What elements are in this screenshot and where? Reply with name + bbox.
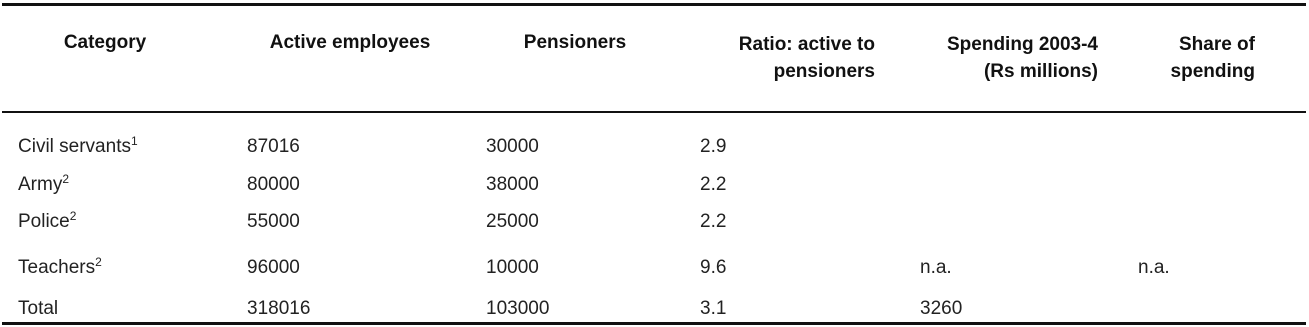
header-spending: Spending 2003-4 (Rs millions) [947,34,1098,82]
cell-pensioners: 10000 [486,257,539,278]
table-top-rule [2,3,1306,6]
cell-active: 96000 [247,257,300,278]
header-share: Share of spending [1170,34,1255,82]
cell-active: 55000 [247,211,300,232]
cell-spending: n.a. [920,257,952,278]
cell-pensioners: 25000 [486,211,539,232]
cell-pensioners: 30000 [486,136,539,157]
category-label: Teachers [18,257,96,278]
cell-active: 318016 [247,298,311,319]
category-label: Army [18,174,63,195]
header-active-employees: Active employees [269,32,431,53]
cell-active: 87016 [247,136,300,157]
cell-category [18,297,58,320]
footnote-marker: 2 [95,255,102,269]
category-label: Civil servants [18,136,131,157]
header-category: Category [63,32,147,53]
table-bottom-rule [2,322,1306,325]
cell-category [18,135,138,158]
header-rule [2,111,1306,113]
header-pensioners: Pensioners [523,32,627,53]
cell-ratio: 2.9 [700,136,727,157]
category-label: Police [18,211,70,232]
footnote-marker: 1 [130,134,138,148]
cell-ratio: 9.6 [700,257,727,278]
cell-spending: 3260 [920,298,963,319]
cell-category [18,210,76,233]
cell-category [18,173,69,196]
category-label: Total [18,298,59,319]
cell-active: 80000 [247,174,300,195]
cell-share: n.a. [1138,257,1170,278]
footnote-marker: 2 [69,209,77,223]
cell-pensioners: 38000 [486,174,539,195]
cell-ratio: 3.1 [700,298,727,319]
cell-category [18,256,102,279]
cell-ratio: 2.2 [700,174,727,195]
header-ratio: Ratio: active to pensioners [738,34,875,82]
cell-ratio: 2.2 [700,211,727,232]
footnote-marker: 2 [62,172,70,186]
cell-pensioners: 103000 [486,298,550,319]
